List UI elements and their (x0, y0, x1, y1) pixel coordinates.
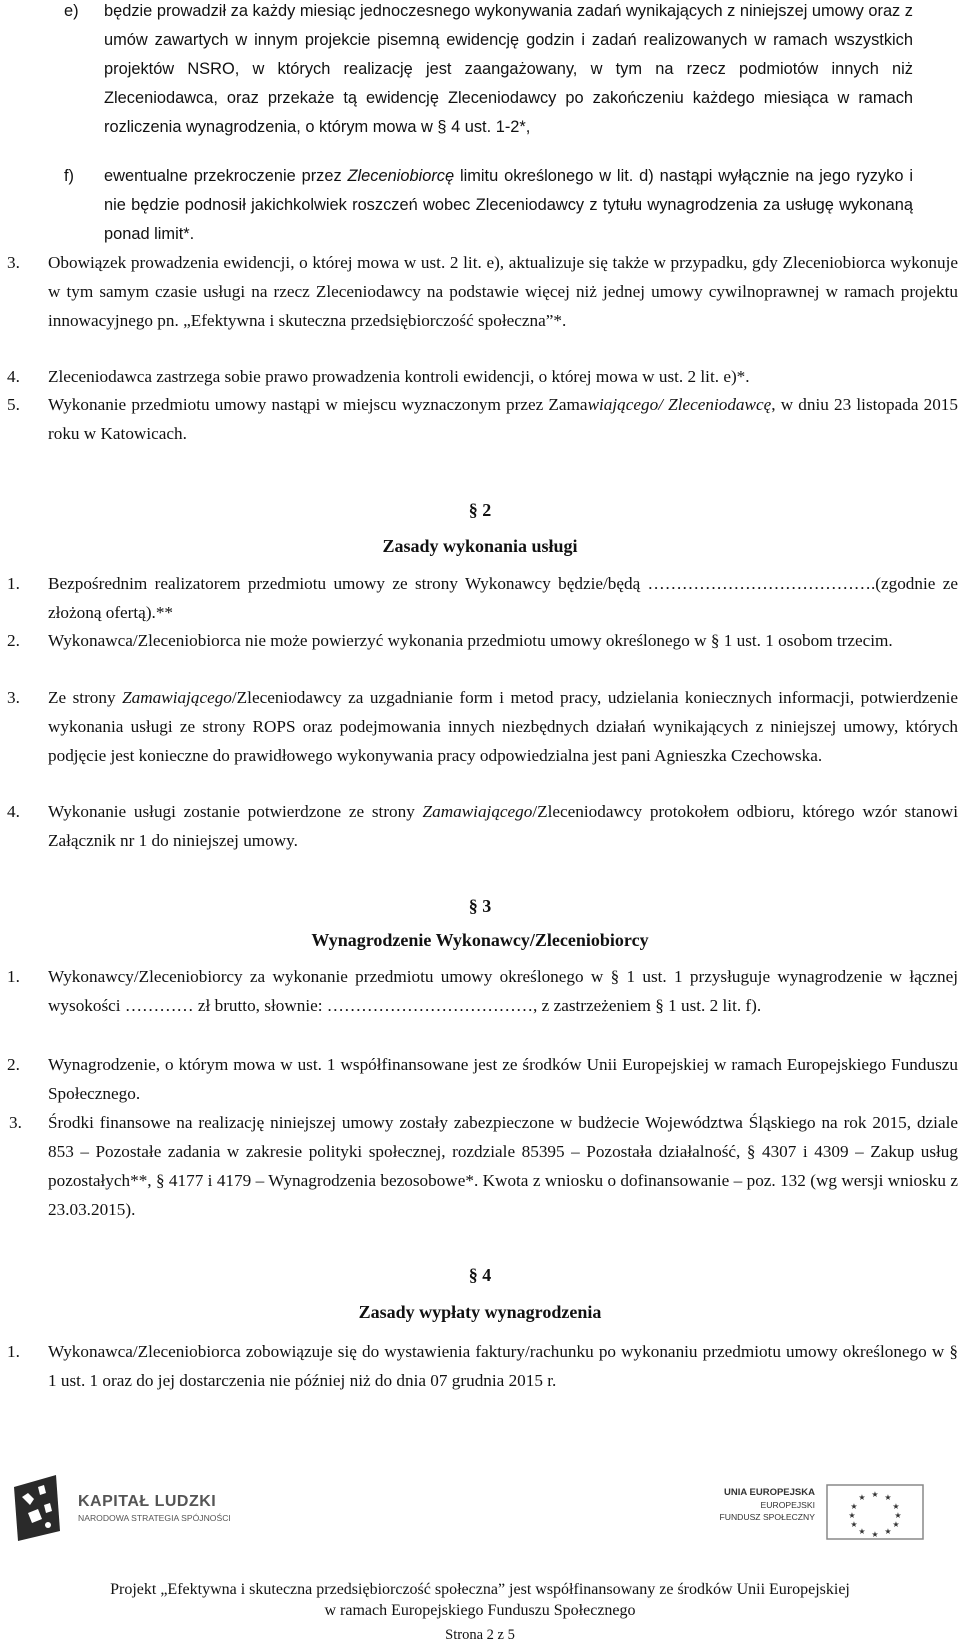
section-2-sign: § 2 (468, 500, 492, 520)
section-4-sign: § 4 (468, 1265, 492, 1285)
item-text-part: Wykonanie przedmiotu umowy nastąpi w miejscu wyznaczonym przez Zama (48, 395, 588, 414)
svg-text:★: ★ (892, 1502, 900, 1511)
item-text-italic: Zamawiającego (422, 802, 533, 821)
item-text: Obowiązek prowadzenia ewidencji, o której mowa w ust. 2 lit. e), aktualizuje się także w przypadku, gdy Zleceniobiorca wykonuje w tym samym czasie usługi na rzecz Zleceniodawcy na podstawie więcej niż jednej umowy cywilnoprawnej w ramach projektu innowacyjnego pn. „Efektywna i skuteczna przedsiębiorczość społeczna”*. (48, 253, 958, 330)
kapital-ludzki-logo (8, 1475, 268, 1545)
svg-text:★: ★ (871, 1490, 879, 1499)
item-marker: 1. (7, 1342, 20, 1361)
svg-text:★: ★ (884, 1493, 892, 1502)
eu-logo-line3: FUNDUSZ SPOŁECZNY (719, 1512, 815, 1522)
section-3-sign: § 3 (468, 896, 492, 916)
section-2-title: Zasady wykonania usługi (382, 536, 578, 556)
item-marker: 3. (7, 253, 20, 272)
item-marker: 3. (9, 1113, 22, 1132)
item-marker: f) (64, 167, 75, 185)
svg-text:★: ★ (858, 1527, 866, 1536)
item-text-italic: wiającego/ Zleceniodawcę (587, 395, 772, 414)
item-text: Zleceniodawca zastrzega sobie prawo prowadzenia kontroli ewidencji, o której mowa w ust. 2 lit. e)*. (48, 367, 750, 386)
item-text: Wykonawcy/Zleceniobiorcy za wykonanie przedmiotu umowy określonego w § 1 ust. 1 przysługuje wynagrodzenie w łącznej wysokości ………… zł brutto, słownie: ………………………………, z zastrzeżeniem § 1 ust. 2 lit. f). (48, 967, 958, 1015)
svg-text:★: ★ (884, 1527, 892, 1536)
eu-logo-line2: EUROPEJSKI (760, 1500, 815, 1510)
item-text: Wykonawca/Zleceniobiorca zobowiązuje się do wystawienia faktury/rachunku po wykonaniu przedmiotu umowy określonego w § 1 ust. 1 oraz do jej dostarczenia nie później niż do dnia 07 grudnia 2015 r. (48, 1342, 958, 1390)
svg-text:★: ★ (894, 1511, 902, 1520)
page-number: Strona 2 z 5 (445, 1627, 515, 1643)
section-3-title: Wynagrodzenie Wykonawcy/Zleceniobiorcy (311, 930, 649, 950)
svg-text:★: ★ (871, 1530, 879, 1539)
item-text-part: /Zleceniodawcy za uzgadnianie form i metod pracy, udzielania koniecznych informacji, potwierdzenie wykonania usługi ze strony ROPS oraz podejmowania innych niezbędnych działań wynikających z niniejszej umowy, których podjęcie jest konieczne do prawidłowego wykonywania pracy odpowiedzialna jest pani Agnieszka Czechowska. (48, 688, 958, 765)
eu-flag-icon (825, 1483, 925, 1541)
item-text (48, 797, 958, 855)
item-text: Wykonawca/Zleceniobiorca nie może powierzyć wykonania przedmiotu umowy określonego w § 1 ust. 1 osobom trzecim. (48, 631, 893, 650)
item-marker: e) (64, 2, 79, 20)
footer-line-1: Projekt „Efektywna i skuteczna przedsiębiorczość społeczna” jest współfinansowany ze środków Unii Europejskiej (110, 1581, 850, 1598)
eu-logo-line1: UNIA EUROPEJSKA (724, 1487, 815, 1498)
item-marker: 4. (7, 367, 20, 386)
item-text-part: Ze strony (48, 688, 123, 707)
svg-text:★: ★ (850, 1502, 858, 1511)
eu-efs-logo (695, 1483, 930, 1543)
item-text-part: ewentualne przekroczenie przez (104, 167, 348, 185)
item-text-italic: Zleceniobiorcę (347, 167, 455, 185)
item-marker: 2. (7, 1055, 20, 1074)
item-marker: 1. (7, 574, 20, 593)
kapital-ludzki-emblem-icon (8, 1475, 68, 1545)
item-text: będzie prowadził za każdy miesiąc jednoczesnego wykonywania zadań wynikających z niniejszej umowy oraz z umów zawartych w innym projekcie pisemną ewidencję godzin i zadań realizowanych w ramach wszystkich projektów NSRO, w których realizację jest zaangażowany, w tym na rzecz podmiotów innych niż Zleceniodawca, oraz przekaże tą ewidencję Zleceniodawcy po zakończeniu każdego miesiąca w ramach rozliczenia wynagrodzenia, o którym mowa w § 4 ust. 1-2*, (104, 2, 913, 136)
section-4-title: Zasady wypłaty wynagrodzenia (358, 1302, 602, 1322)
item-marker: 4. (7, 802, 20, 821)
item-marker: 1. (7, 967, 20, 986)
kapital-ludzki-subtitle: NARODOWA STRATEGIA SPÓJNOŚCI (78, 1513, 231, 1523)
item-text (48, 390, 958, 448)
item-text: Wynagrodzenie, o którym mowa w ust. 1 współfinansowane jest ze środków Unii Europejskiej w ramach Europejskiego Funduszu Społecznego. (48, 1055, 958, 1103)
item-text-part: , w dniu 23 listopada 2015 roku w Katowicach. (48, 395, 958, 443)
footer-line-2: w ramach Europejskiego Funduszu Społecznego (324, 1602, 636, 1619)
item-text (48, 683, 958, 770)
item-text (104, 162, 913, 249)
item-text-part: /Zleceniodawcy protokołem odbioru, którego wzór stanowi Załącznik nr 1 do niniejszej umowy. (48, 802, 958, 850)
item-text-part: limitu określonego w lit. d) nastąpi wyłącznie na jego ryzyko i nie będzie podnosił jakichkolwiek roszczeń wobec Zleceniodawcy z tytułu wynagrodzenia za usługę wykonaną ponad limit*. (104, 167, 913, 243)
item-marker: 3. (7, 688, 20, 707)
svg-text:★: ★ (850, 1520, 858, 1529)
kapital-ludzki-title: KAPITAŁ LUDZKI (78, 1493, 217, 1510)
svg-text:★: ★ (892, 1520, 900, 1529)
item-marker: 2. (7, 631, 20, 650)
item-marker: 5. (7, 395, 20, 414)
item-text-italic: Zamawiającego (122, 688, 232, 707)
item-text: Bezpośrednim realizatorem przedmiotu umowy ze strony Wykonawcy będzie/będą ………………………………….(zgodnie ze złożoną ofertą).** (48, 574, 958, 622)
item-text: Środki finansowe na realizację niniejszej umowy zostały zabezpieczone w budżecie Województwa Śląskiego na rok 2015, dziale 853 – Pozostałe zadania w zakresie polityki społecznej, rozdziale 85395 – Pozostała działalność, § 4307 i 4309 – Zakup usług pozostałych**, § 4177 i 4179 – Wynagrodzenia bezosobowe*. Kwota z wniosku o dofinansowanie – poz. 132 (wg wersji wniosku z 23.03.2015). (48, 1113, 958, 1219)
svg-text:★: ★ (858, 1493, 866, 1502)
svg-text:★: ★ (848, 1511, 856, 1520)
item-text-part: Wykonanie usługi zostanie potwierdzone ze strony (48, 802, 423, 821)
